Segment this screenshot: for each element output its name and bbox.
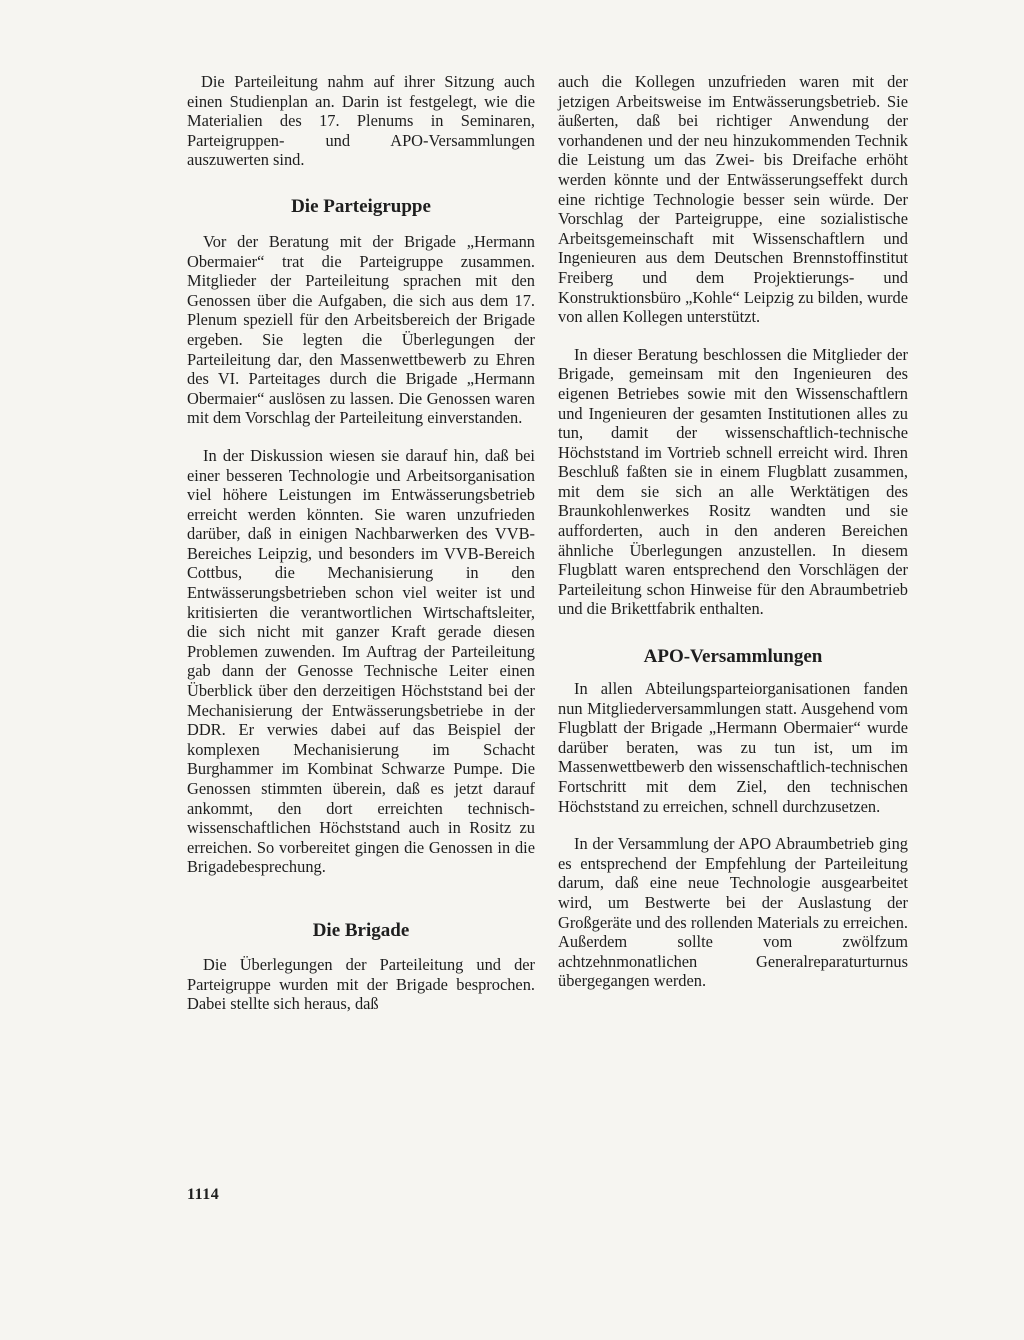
- brigade-paragraph-2: In dieser Beratung beschlossen die Mitglieder der Brigade, gemeinsam mit den Ingenieuren des eigenen Betriebes sowie mit den Wissenschaftlern und Ingenieuren der gesamten Institutionen alles zu tun, damit der wissenschaftlich-technische Höchststand im Vortrieb schnell erreicht wird. Ihren Beschluß faßten sie in einem Flugblatt zusammen, mit dem sie sich an alle Werktätigen des Braunkohlenwerkes Rositz wandten und sie aufforderten, auch in den anderen Bereichen ähnliche Überlegungen anzustellen. In diesem Flugblatt waren entsprechend den Vorschlägen der Parteileitung schon Hinweise für den Abraumbetrieb und die Brikettfabrik enthalten.: [558, 344, 908, 619]
- parteigruppe-paragraph-2: In der Diskussion wiesen sie darauf hin, daß bei einer besseren Technologie und Arbeitsorganisation viel höhere Leistungen im Entwässerungsbetrieb erreicht werden könnten. Sie waren unzufrieden darüber, daß in einigen Nachbarwerken des VVB-Bereiches Leipzig, und besonders im VVB-Bereich Cottbus, die Mechanisierung in den Entwässerungsbetrieben schon viel weiter ist und kritisierten die verantwortlichen Wirtschaftsleiter, die sich nicht mit ganzer Kraft gerade diesen Problemen zuwenden. Im Auftrag der Parteileitung gab dann der Genosse Technische Leiter einen Überblick über den derzeitigen Höchststand bei der Mechanisierung der Entwässerungsbetriebe in der DDR. Er verwies dabei auf das Beispiel der komplexen Mechanisierung im Schacht Burghammer im Kombinat Schwarze Pumpe. Die Genossen stimmten überein, daß es jetzt darauf ankommt, den dort erreichten technisch-wissenschaftlichen Höchststand auch in Rositz zu erreichen. So vorbereitet gingen die Genossen in die Brigadebesprechung.: [187, 445, 535, 877]
- right-column: [558, 72, 908, 991]
- heading-parteigruppe: Die Parteigruppe: [291, 195, 431, 217]
- apo-paragraph-2: In der Versammlung der APO Abraumbetrieb ging es entsprechend der Empfehlung der Parteileitung darum, daß eine neue Technologie ausgearbeitet wird, um Bestwerte bei der Auslastung der Großgeräte und des rollenden Materials zu erreichen. Außerdem sollte vom zwölfzum achtzehnmonatlichen Generalreparaturturnus übergegangen werden.: [558, 834, 908, 991]
- apo-paragraph-1: In allen Abteilungsparteiorganisationen fanden nun Mitgliederversammlungen statt. Ausgehend vom Flugblatt der Brigade „Hermann Obermaier“ wurde darüber beraten, was zu tun ist, um im Massenwettbewerb den wissenschaftlich-technischen Fortschritt mit dem Ziel, den technischen Höchststand zu erreichen, schnell durchzusetzen.: [558, 679, 908, 816]
- left-column: [187, 72, 535, 1014]
- heading-brigade: Die Brigade: [312, 919, 410, 941]
- brigade-paragraph-1: Die Überlegungen der Parteileitung und der Parteigruppe wurden mit der Brigade besprochen. Dabei stellte sich heraus, daß: [187, 954, 535, 1014]
- page-number: 1114: [187, 1186, 220, 1203]
- parteigruppe-paragraph-1: Vor der Beratung mit der Brigade „Hermann Obermaier“ trat die Parteigruppe zusammen. Mitglieder der Parteileitung sprachen mit den Genossen über die Aufgaben, die sich aus dem 17. Plenum speziell für den Arbeitsbereich der Brigade ergeben. Sie legten die Überlegungen der Parteileitung dar, den Massenwettbewerb zu Ehren des VI. Parteitages durch die Brigade „Hermann Obermaier“ auslösen zu lassen. Die Genossen waren mit dem Vorschlag der Parteileitung einverstanden.: [187, 231, 535, 428]
- heading-apo-versammlungen: APO-Versammlungen: [643, 646, 823, 668]
- intro-paragraph: Die Parteileitung nahm auf ihrer Sitzung auch einen Studienplan an. Darin ist festgelegt, wie die Materialien des 17. Plenums in Seminaren, Parteigruppen- und APO-Versammlungen auszuwerten sind.: [187, 72, 535, 170]
- brigade-paragraph-1-continued: auch die Kollegen unzufrieden waren mit der jetzigen Arbeitsweise im Entwässerungsbetrieb. Sie äußerten, daß bei richtiger Anwendung der vorhandenen und der neu hinzukommenden Technik die Leistung um das Zwei- bis Dreifache erhöht werden könnte und der Entwässerungseffekt durch eine richtige Technologie besser sein würde. Der Vorschlag der Parteigruppe, eine sozialistische Arbeitsgemeinschaft mit Wissenschaftlern und Ingenieuren aus dem Deutschen Brennstoffinstitut Freiberg und dem Projektierungs- und Konstruktionsbüro „Kohle“ Leipzig zu bilden, wurde von allen Kollegen unterstützt.: [558, 72, 908, 327]
